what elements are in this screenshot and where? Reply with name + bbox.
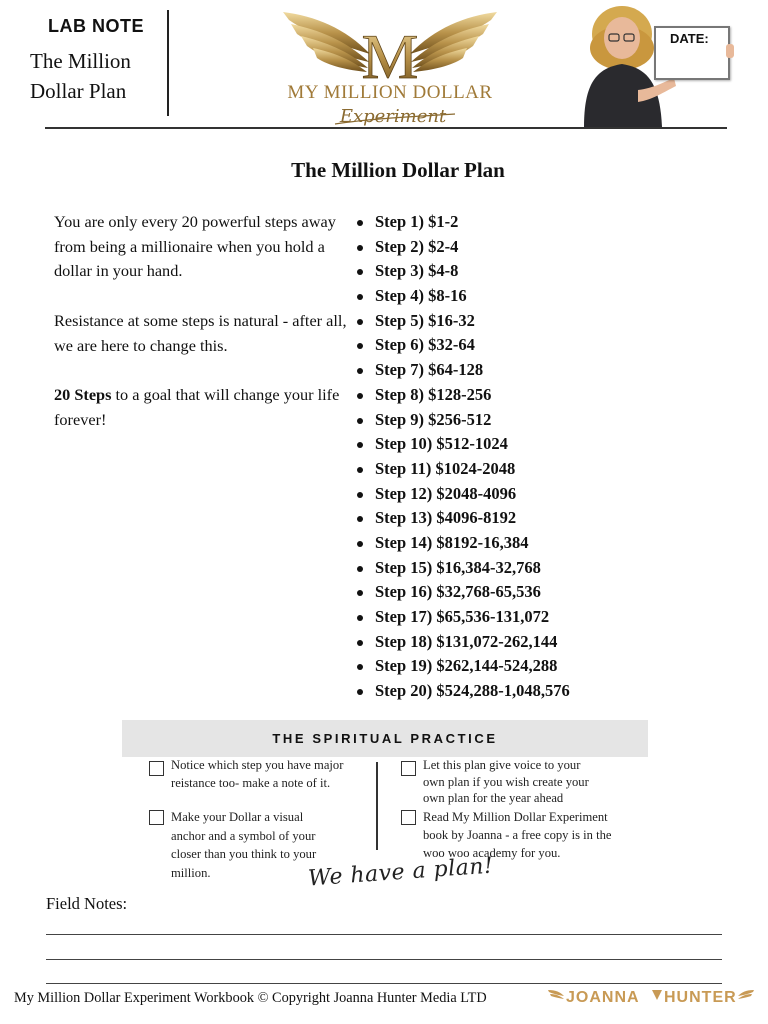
lab-note-title: The Million Dollar Plan [30, 49, 131, 103]
practice-line: Notice which step you have major [171, 758, 344, 772]
practice-line: own plan for the year ahead [423, 791, 564, 805]
step-item: Step 19) $262,144-524,288 [352, 654, 570, 679]
practice-checkbox-1[interactable] [149, 761, 164, 776]
spiritual-practice-header [122, 720, 648, 757]
practice-divider [376, 762, 378, 850]
step-item: Step 16) $32,768-65,536 [352, 580, 570, 605]
step-item: Step 5) $16-32 [352, 309, 570, 334]
step-item: Step 14) $8192-16,384 [352, 531, 570, 556]
step-item: Step 12) $2048-4096 [352, 482, 570, 507]
page-title: The Million Dollar Plan [291, 158, 505, 182]
step-item: Step 20) $524,288-1,048,576 [352, 679, 570, 704]
step-item: Step 13) $4096-8192 [352, 506, 570, 531]
intro-rest: to a goal that will change your life forever! [54, 384, 340, 429]
practice-item-4 [423, 808, 612, 862]
step-item: Step 17) $65,536-131,072 [352, 605, 570, 630]
date-board [654, 26, 730, 80]
practice-line: Read My Million Dollar Experiment [423, 810, 608, 824]
logo-script: Experiment [339, 106, 447, 127]
practice-line: woo woo academy for you. [423, 846, 561, 860]
header-divider-vertical [167, 10, 169, 116]
handwritten-signature: We have a plan! [307, 853, 495, 892]
practice-item-3 [423, 757, 589, 807]
intro-text [54, 210, 354, 457]
footer-copyright: My Million Dollar Experiment Workbook © Copyright Joanna Hunter Media LTD [14, 990, 487, 1006]
practice-line: Make your Dollar a visual [171, 810, 304, 824]
header-divider-horizontal [45, 127, 727, 129]
practice-checkbox-4[interactable] [401, 810, 416, 825]
brand-left: JOANNA [566, 989, 640, 1006]
practice-item-2 [171, 808, 316, 882]
hand-shape [726, 44, 734, 58]
step-item: Step 3) $4-8 [352, 259, 570, 284]
practice-line: million. [171, 865, 211, 880]
practice-line: Let this plan give voice to your [423, 758, 581, 772]
spiritual-practice-title: THE SPIRITUAL PRACTICE [272, 731, 498, 746]
note-line-2[interactable] [46, 959, 722, 960]
practice-checkbox-3[interactable] [401, 761, 416, 776]
step-item: Step 4) $8-16 [352, 284, 570, 309]
practice-line: book by Joanna - a free copy is in the [423, 828, 612, 842]
practice-checkbox-2[interactable] [149, 810, 164, 825]
intro-paragraph-1: You are only every 20 powerful steps away from being a millionaire when you hold a dollar in your hand. [54, 212, 336, 281]
step-item: Step 1) $1-2 [352, 210, 570, 235]
step-item: Step 8) $128-256 [352, 383, 570, 408]
practice-line: anchor and a symbol of your [171, 828, 316, 843]
brand-chevron-icon [652, 990, 662, 1000]
intro-paragraph-3 [54, 383, 354, 432]
practice-line: own plan if you wish create your [423, 774, 589, 789]
field-notes-label: Field Notes: [46, 894, 128, 913]
step-item: Step 10) $512-1024 [352, 432, 570, 457]
step-item: Step 6) $32-64 [352, 333, 570, 358]
practice-line: reistance too- make a note of it. [171, 775, 331, 790]
logo-name: MY MILLION DOLLAR [287, 82, 493, 103]
practice-line: closer than you think to your [171, 847, 317, 861]
note-line-1[interactable] [46, 934, 722, 935]
step-item: Step 2) $2-4 [352, 235, 570, 260]
step-item: Step 9) $256-512 [352, 408, 570, 433]
logo-letter: M [361, 21, 419, 92]
footer-brand-logo [546, 982, 758, 1008]
intro-paragraph-2: Resistance at some steps is natural - after all, we are here to change this. [54, 310, 347, 355]
intro-bold: 20 Steps [54, 384, 112, 404]
practice-item-1 [171, 757, 343, 792]
step-item: Step 15) $16,384-32,768 [352, 556, 570, 581]
step-item: Step 7) $64-128 [352, 358, 570, 383]
brand-right: HUNTER [664, 989, 737, 1006]
steps-list [352, 210, 570, 704]
date-label: DATE: [670, 31, 709, 46]
brand-logo [275, 6, 505, 128]
step-item: Step 18) $131,072-262,144 [352, 630, 570, 655]
step-item: Step 11) $1024-2048 [352, 457, 570, 482]
lab-note-label: LAB NOTE [48, 16, 144, 36]
